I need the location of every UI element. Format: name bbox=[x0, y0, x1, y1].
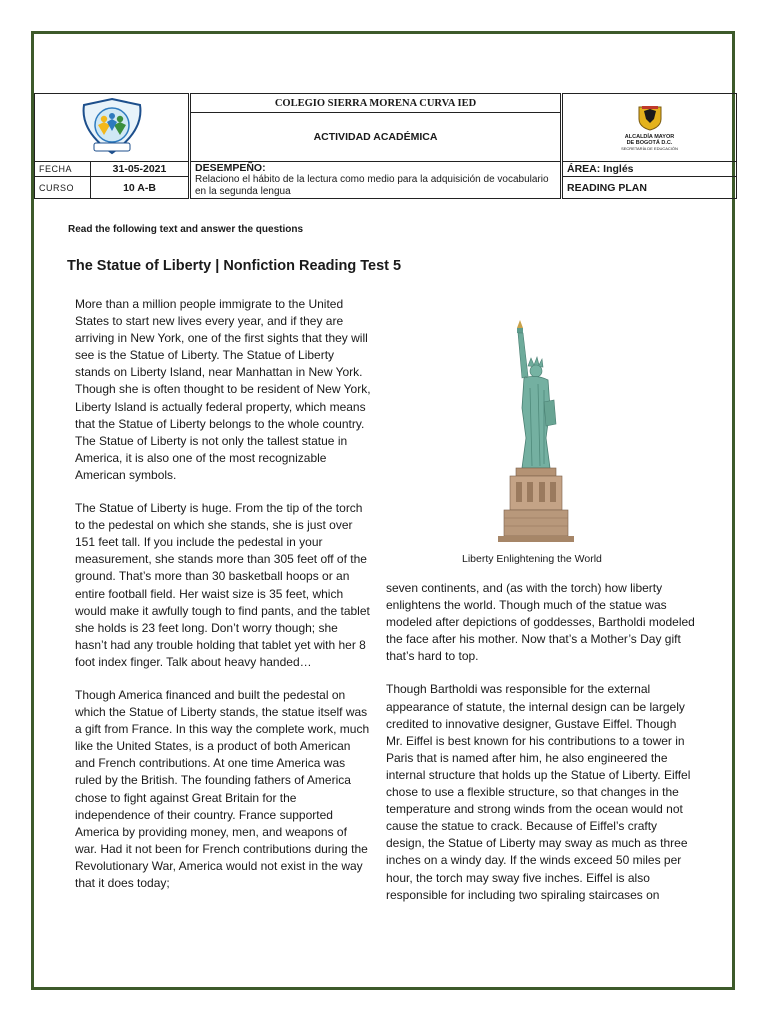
school-logo-cell bbox=[35, 94, 190, 162]
gov-line-2: DE BOGOTÁ D.C. bbox=[626, 139, 673, 146]
paragraph: The Statue of Liberty is huge. From the tip of the torch to the pedestal on which she stands, she is just over 151 feet tall. If you include the pedestal in your measurement, she stands more than 305 feet off of the ground. That’s more than 30 basketball hoops or an entire football field. Her waist size is 35 feet, which would make it awfully tough to find pants, and the tablet she holds is 23 feet long. Don’t worry though; she hasn’t had any trouble holding that tablet yet with her 8 foot index finger. Talk about heavy handed… bbox=[75, 501, 370, 669]
activity-title: ACTIVIDAD ACADÉMICA bbox=[190, 113, 562, 162]
gov-line-3: SECRETARÍA DE EDUCACIÓN bbox=[621, 145, 678, 151]
instruction-text: Read the following text and answer the questions bbox=[68, 224, 304, 235]
header-table bbox=[34, 93, 737, 199]
paragraph: seven continents, and (as with the torch) how liberty enlightens the world. Though much of the statue was modeled after depictions of goddesses, Bartholdi modeled the face after his mother. Now that’s a Mother’s Day gift that’s hard to top. bbox=[386, 581, 695, 664]
paragraph: Though Bartholdi was responsible for the external appearance of statute, the internal design can be largely credited to innovative designer, Gustave Eiffel. Though Mr. Eiffel is best known for his contributions to a tower in Paris that is named after him, he also engineered the internal structure that holds up the Statue of Liberty. Eiffel chose to use a flexible structure, so that changes in the temperature and strong winds from the ocean would not cause the statue to crack. Because of Eiffel’s crafty design, the Statue of Liberty may sway as much as three inches on a windy day. If the winds exceed 50 miles per hour, the torch may sway five inches. Eiffel is also responsible for including two spiraling staircases on bbox=[386, 682, 691, 902]
image-caption: Liberty Enlightening the World bbox=[462, 553, 602, 565]
desempeno-text: Relaciono el hábito de la lectura como medio para la adquisición de vocabulario en la segunda lengua bbox=[195, 174, 549, 197]
curso-label: CURSO bbox=[35, 177, 91, 199]
area-label: ÁREA: Inglés bbox=[562, 162, 737, 177]
bogota-coat-of-arms-icon bbox=[635, 105, 665, 131]
statue-of-liberty-image bbox=[486, 318, 586, 544]
fecha-label: FECHA bbox=[35, 162, 91, 177]
school-logo bbox=[74, 95, 150, 157]
reading-plan-label: READING PLAN bbox=[562, 177, 737, 199]
reading-title: The Statue of Liberty | Nonfiction Reading Test 5 bbox=[67, 258, 402, 274]
curso-value: 10 A-B bbox=[91, 177, 190, 199]
government-logo-cell bbox=[562, 94, 737, 162]
right-column bbox=[386, 580, 696, 920]
paragraph: More than a million people immigrate to the United States to start new lives every year, and if they are arriving in New York, one of the first sights that they will see is the Statue of Liberty. The Statue of Liberty stands on Liberty Island, near Manhattan in New York. Though she is often thought to be resident of New York, Liberty Island is actually federal property, which means that the Statue of Liberty belongs to the whole country. The Statue of Liberty is not only the tallest statue in America, it is also one of the most recognizable American symbols. bbox=[75, 297, 371, 482]
desempeno-cell bbox=[190, 162, 562, 199]
paragraph: Though America financed and built the pedestal on which the Statue of Liberty stands, the statue itself was a gift from France. In this way the complete work, much like the United States, is a product of both American and French contributions. At one time America was ruled by the British. The founding fathers of America chose to fight against Great Britain for the independence of their country. France supported America by providing money, men, and weapons of war. Had it not been for French contributions during the Revolutionary War, America would not exist in the way that it does today; bbox=[75, 687, 370, 890]
gov-line-1: ALCALDÍA MAYOR bbox=[624, 133, 675, 140]
left-column bbox=[75, 296, 371, 908]
fecha-value: 31-05-2021 bbox=[91, 162, 190, 177]
school-name: COLEGIO SIERRA MORENA CURVA IED bbox=[190, 94, 562, 113]
desempeno-label: DESEMPEÑO: bbox=[195, 162, 266, 174]
